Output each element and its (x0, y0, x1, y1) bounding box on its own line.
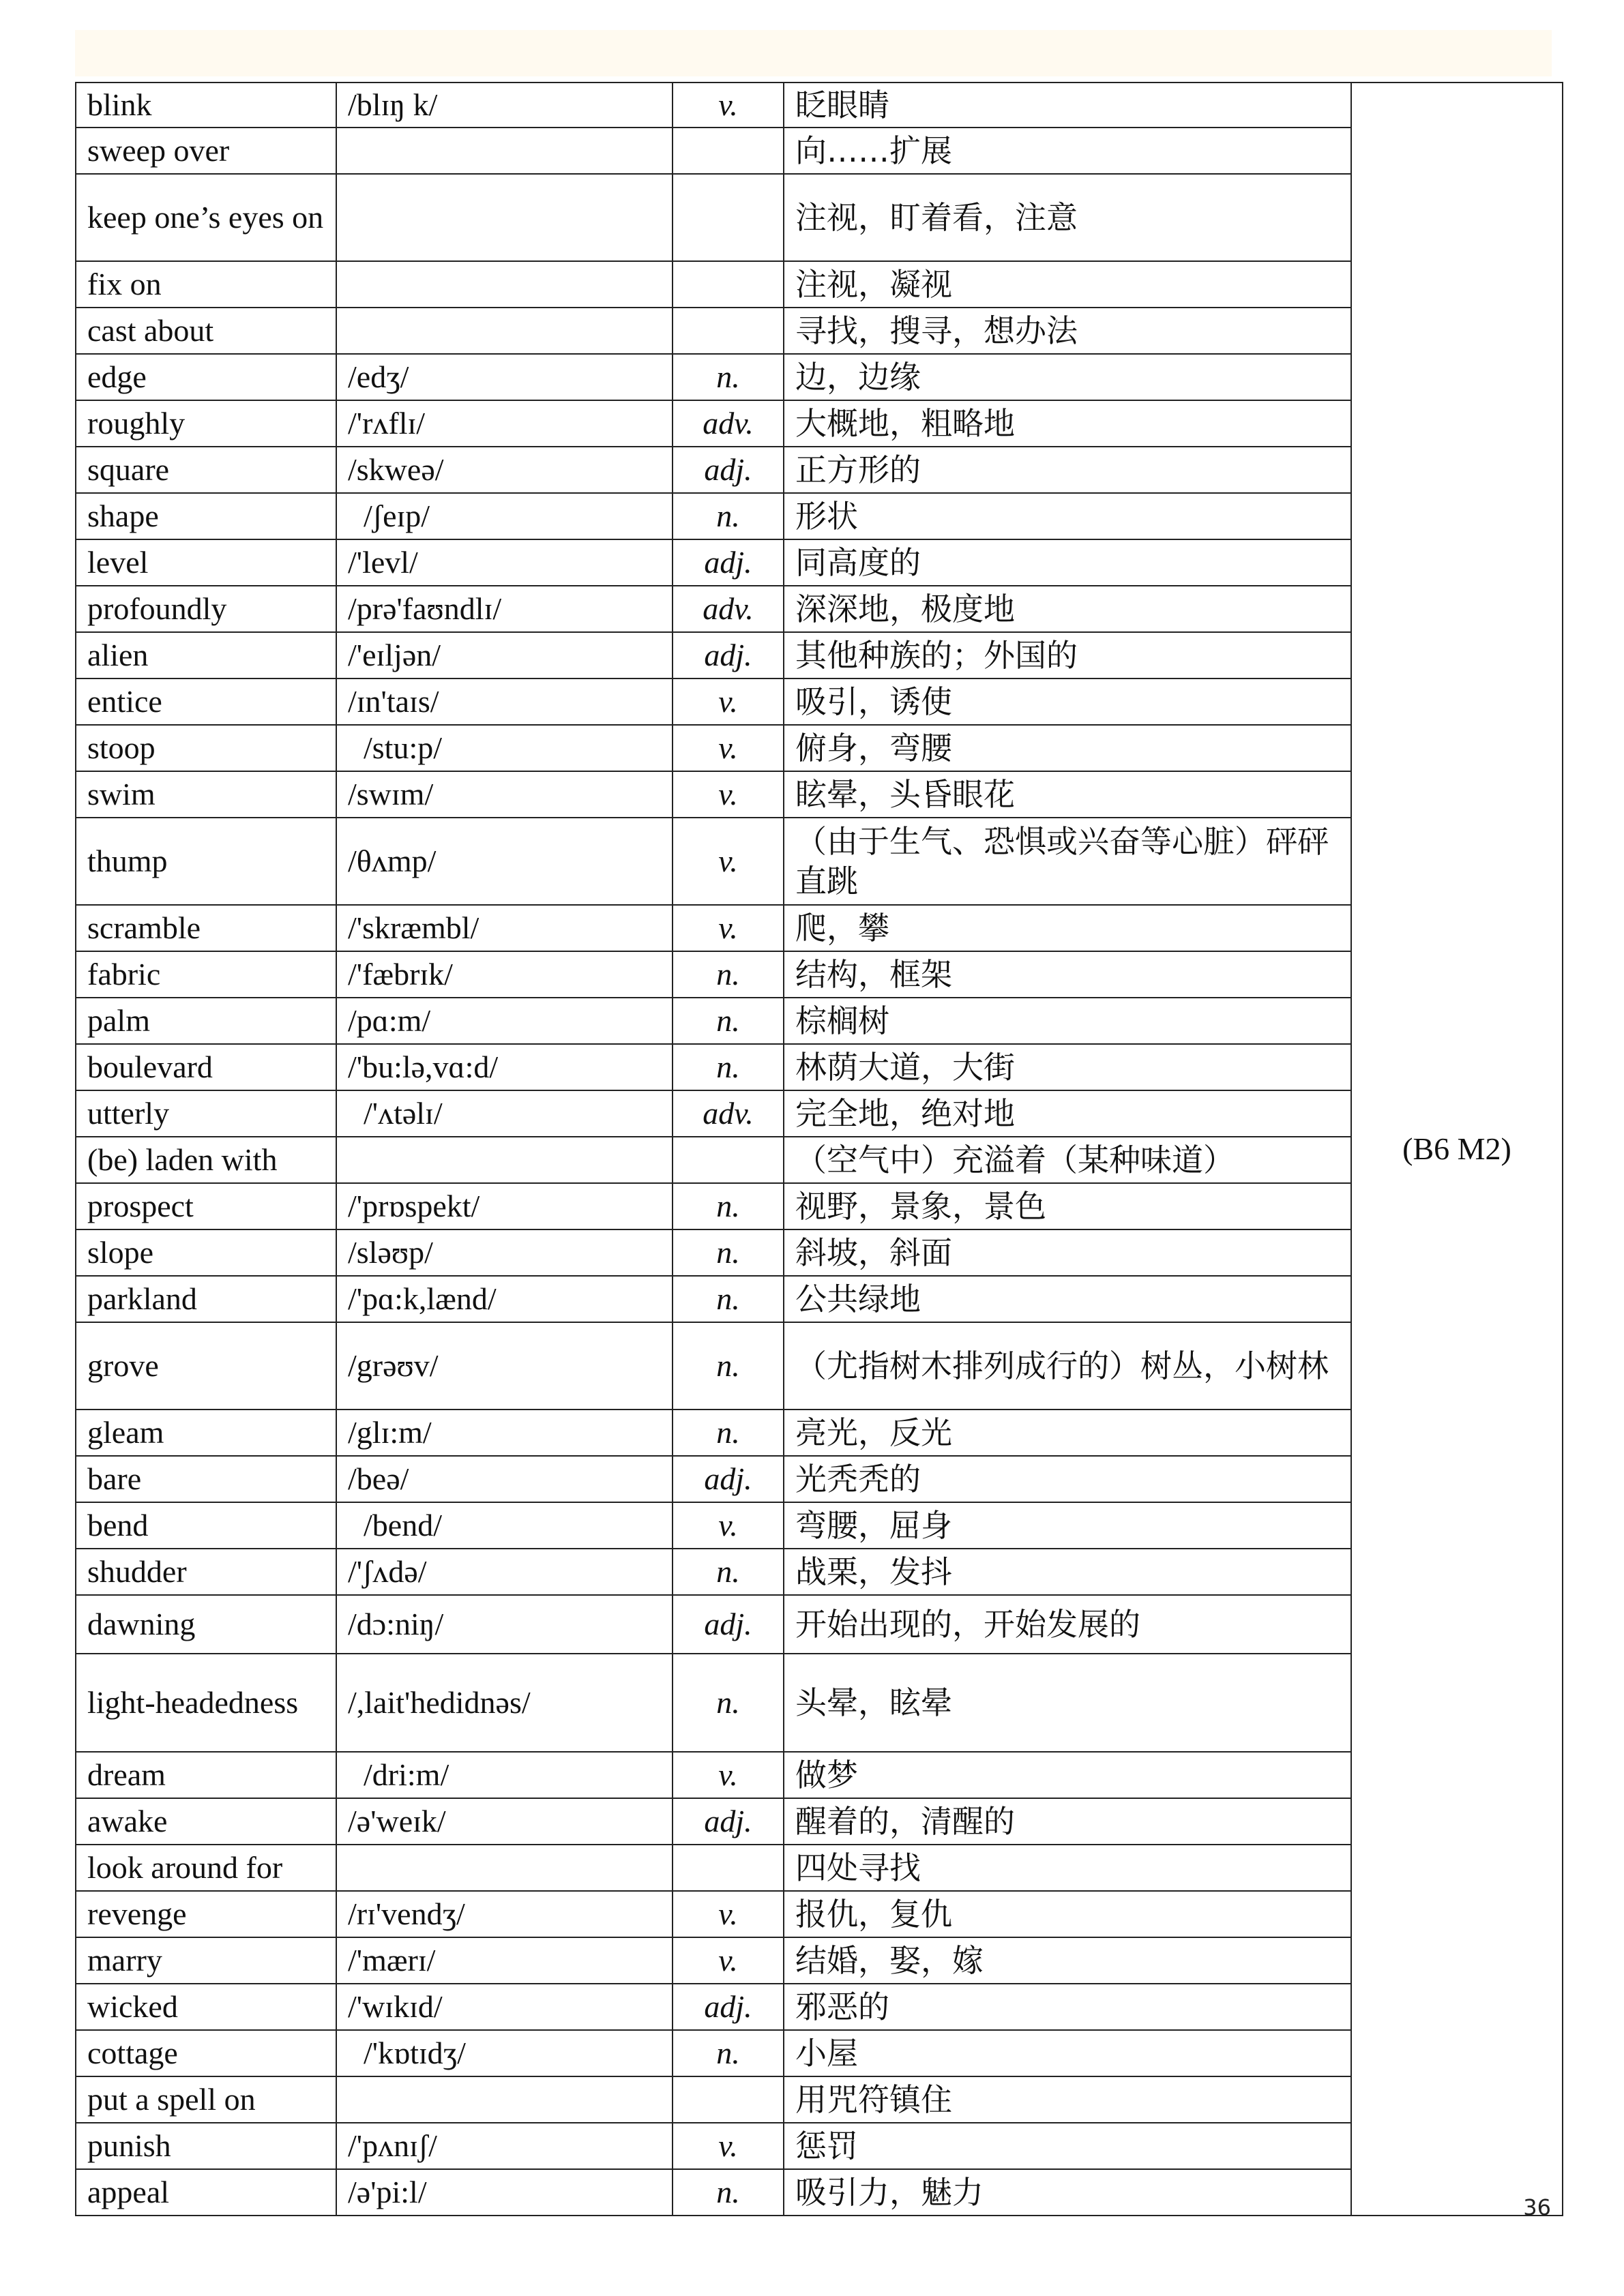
part-of-speech-cell: v. (673, 905, 784, 951)
table-row (76, 447, 1563, 493)
part-of-speech-cell: adj. (673, 1595, 784, 1654)
word-cell: punish (76, 2123, 336, 2169)
part-of-speech-cell: v. (673, 83, 784, 128)
part-of-speech-cell (673, 1845, 784, 1891)
table-row (76, 632, 1563, 679)
word-cell: stoop (76, 725, 336, 771)
table-row (76, 771, 1563, 818)
table-row (76, 1090, 1563, 1137)
phonetic-cell: /glɪ:m/ (336, 1410, 673, 1456)
table-row (76, 83, 1563, 128)
meaning-cell: 爬，攀 (784, 905, 1351, 951)
phonetic-cell: /'skræmbl/ (336, 905, 673, 951)
part-of-speech-cell: adj. (673, 1798, 784, 1845)
word-cell: fix on (76, 261, 336, 308)
table-row (76, 308, 1563, 354)
phonetic-cell: /edʒ/ (336, 354, 673, 400)
phonetic-cell: /ə'pi:l/ (336, 2169, 673, 2216)
part-of-speech-cell: n. (673, 1183, 784, 1229)
meaning-cell: 俯身，弯腰 (784, 725, 1351, 771)
word-cell: edge (76, 354, 336, 400)
table-row (76, 725, 1563, 771)
phonetic-cell: /'fæbrɪk/ (336, 951, 673, 998)
part-of-speech-cell (673, 308, 784, 354)
word-cell: look around for (76, 1845, 336, 1891)
header-band (75, 30, 1552, 76)
meaning-cell: 同高度的 (784, 539, 1351, 586)
table-row (76, 1937, 1563, 1984)
part-of-speech-cell: n. (673, 951, 784, 998)
phonetic-cell: /'wɪkɪd/ (336, 1984, 673, 2030)
part-of-speech-cell: v. (673, 679, 784, 725)
phonetic-cell (336, 128, 673, 174)
phonetic-cell: /'ʌtəlɪ/ (336, 1090, 673, 1137)
meaning-cell: 醒着的，清醒的 (784, 1798, 1351, 1845)
table-row (76, 1229, 1563, 1276)
table-row (76, 1044, 1563, 1090)
part-of-speech-cell: v. (673, 1502, 784, 1549)
word-cell: roughly (76, 400, 336, 447)
part-of-speech-cell: n. (673, 1549, 784, 1595)
meaning-cell: 寻找，搜寻，想办法 (784, 308, 1351, 354)
table-row (76, 1891, 1563, 1937)
table-row (76, 400, 1563, 447)
part-of-speech-cell: n. (673, 2169, 784, 2216)
part-of-speech-cell: v. (673, 1937, 784, 1984)
phonetic-cell: /,lait'hedidnəs/ (336, 1654, 673, 1752)
phonetic-cell: /sləʊp/ (336, 1229, 673, 1276)
phonetic-cell: /θʌmp/ (336, 818, 673, 905)
table-row (76, 1845, 1563, 1891)
phonetic-cell: /'levl/ (336, 539, 673, 586)
part-of-speech-cell: v. (673, 818, 784, 905)
word-cell: utterly (76, 1090, 336, 1137)
word-cell: shape (76, 493, 336, 539)
table-row (76, 586, 1563, 632)
word-cell: dawning (76, 1595, 336, 1654)
word-cell: keep one’s eyes on (76, 174, 336, 261)
table-row (76, 1752, 1563, 1798)
part-of-speech-cell: n. (673, 998, 784, 1044)
phonetic-cell: /'eɪljən/ (336, 632, 673, 679)
phonetic-cell: /ʃeɪp/ (336, 493, 673, 539)
phonetic-cell: /prə'faʊndlɪ/ (336, 586, 673, 632)
phonetic-cell: /'pʌnɪʃ/ (336, 2123, 673, 2169)
table-row (76, 354, 1563, 400)
word-cell: entice (76, 679, 336, 725)
word-cell: sweep over (76, 128, 336, 174)
meaning-cell: 吸引力，魅力 (784, 2169, 1351, 2216)
word-cell: dream (76, 1752, 336, 1798)
table-row (76, 493, 1563, 539)
part-of-speech-cell: adv. (673, 586, 784, 632)
phonetic-cell: /dri:m/ (336, 1752, 673, 1798)
meaning-cell: 公共绿地 (784, 1276, 1351, 1322)
meaning-cell: 视野，景象，景色 (784, 1183, 1351, 1229)
meaning-cell: 斜坡，斜面 (784, 1229, 1351, 1276)
table-row (76, 1183, 1563, 1229)
table-row (76, 174, 1563, 261)
meaning-cell: 弯腰，屈身 (784, 1502, 1351, 1549)
phonetic-cell: /'bu:lə,vɑ:d/ (336, 1044, 673, 1090)
meaning-cell: （由于生气、恐惧或兴奋等心脏）砰砰直跳 (784, 818, 1351, 905)
meaning-cell: 开始出现的，开始发展的 (784, 1595, 1351, 1654)
part-of-speech-cell: v. (673, 771, 784, 818)
phonetic-cell: /'rʌflɪ/ (336, 400, 673, 447)
word-cell: marry (76, 1937, 336, 1984)
phonetic-cell: /ɪn'taɪs/ (336, 679, 673, 725)
word-cell: parkland (76, 1276, 336, 1322)
phonetic-cell: /'ʃʌdə/ (336, 1549, 673, 1595)
word-cell: blink (76, 83, 336, 128)
word-cell: grove (76, 1322, 336, 1410)
phonetic-cell: /'pɑ:k,lænd/ (336, 1276, 673, 1322)
word-cell: put a spell on (76, 2076, 336, 2123)
part-of-speech-cell (673, 174, 784, 261)
part-of-speech-cell (673, 2076, 784, 2123)
table-row (76, 1502, 1563, 1549)
word-cell: thump (76, 818, 336, 905)
phonetic-cell: /grəʊv/ (336, 1322, 673, 1410)
phonetic-cell: /dɔ:niŋ/ (336, 1595, 673, 1654)
meaning-cell: 大概地，粗略地 (784, 400, 1351, 447)
word-cell: (be) laden with (76, 1137, 336, 1183)
meaning-cell: 做梦 (784, 1752, 1351, 1798)
meaning-cell: 结构，框架 (784, 951, 1351, 998)
word-cell: light-headedness (76, 1654, 336, 1752)
meaning-cell: 形状 (784, 493, 1351, 539)
word-cell: boulevard (76, 1044, 336, 1090)
part-of-speech-cell: n. (673, 1229, 784, 1276)
part-of-speech-cell: adv. (673, 1090, 784, 1137)
table-row (76, 951, 1563, 998)
word-cell: wicked (76, 1984, 336, 2030)
table-row (76, 998, 1563, 1044)
phonetic-cell (336, 1845, 673, 1891)
table-row (76, 1595, 1563, 1654)
meaning-cell: 向……扩展 (784, 128, 1351, 174)
meaning-cell: 边，边缘 (784, 354, 1351, 400)
table-row (76, 818, 1563, 905)
word-cell: profoundly (76, 586, 336, 632)
table-row (76, 1798, 1563, 1845)
part-of-speech-cell: v. (673, 1752, 784, 1798)
part-of-speech-cell: v. (673, 725, 784, 771)
part-of-speech-cell: adj. (673, 539, 784, 586)
meaning-cell: 眩晕，头昏眼花 (784, 771, 1351, 818)
part-of-speech-cell: n. (673, 1322, 784, 1410)
part-of-speech-cell (673, 261, 784, 308)
word-cell: gleam (76, 1410, 336, 1456)
meaning-cell: 惩罚 (784, 2123, 1351, 2169)
meaning-cell: 头晕，眩晕 (784, 1654, 1351, 1752)
phonetic-cell: /blɪŋ k/ (336, 83, 673, 128)
meaning-cell: 四处寻找 (784, 1845, 1351, 1891)
word-cell: bend (76, 1502, 336, 1549)
part-of-speech-cell: adj. (673, 1456, 784, 1502)
table-row (76, 1137, 1563, 1183)
part-of-speech-cell: v. (673, 1891, 784, 1937)
page-number: 36 (1523, 2194, 1551, 2220)
part-of-speech-cell: n. (673, 493, 784, 539)
meaning-cell: 正方形的 (784, 447, 1351, 493)
phonetic-cell: /rɪ'vendʒ/ (336, 1891, 673, 1937)
word-cell: palm (76, 998, 336, 1044)
meaning-cell: 眨眼睛 (784, 83, 1351, 128)
meaning-cell: 注视，盯着看，注意 (784, 174, 1351, 261)
word-cell: cast about (76, 308, 336, 354)
part-of-speech-cell: adj. (673, 632, 784, 679)
part-of-speech-cell (673, 128, 784, 174)
part-of-speech-cell: n. (673, 1410, 784, 1456)
phonetic-cell (336, 1137, 673, 1183)
part-of-speech-cell: adv. (673, 400, 784, 447)
meaning-cell: 邪恶的 (784, 1984, 1351, 2030)
meaning-cell: 光秃秃的 (784, 1456, 1351, 1502)
vocabulary-table (75, 82, 1563, 2216)
vocabulary-table-body (76, 83, 1563, 2216)
table-row (76, 2169, 1563, 2216)
unit-label: (B6 M2) (1351, 83, 1563, 2216)
phonetic-cell: /'prɒspekt/ (336, 1183, 673, 1229)
phonetic-cell: /skweə/ (336, 447, 673, 493)
phonetic-cell (336, 261, 673, 308)
phonetic-cell: /'mærɪ/ (336, 1937, 673, 1984)
phonetic-cell: /'kɒtɪdʒ/ (336, 2030, 673, 2076)
meaning-cell: 亮光，反光 (784, 1410, 1351, 1456)
meaning-cell: 完全地，绝对地 (784, 1090, 1351, 1137)
part-of-speech-cell: n. (673, 1044, 784, 1090)
table-row (76, 261, 1563, 308)
part-of-speech-cell: n. (673, 354, 784, 400)
table-row (76, 1984, 1563, 2030)
table-row (76, 2123, 1563, 2169)
meaning-cell: 结婚，娶，嫁 (784, 1937, 1351, 1984)
word-cell: slope (76, 1229, 336, 1276)
table-row (76, 539, 1563, 586)
meaning-cell: （空气中）充溢着（某种味道） (784, 1137, 1351, 1183)
table-row (76, 128, 1563, 174)
meaning-cell: 报仇，复仇 (784, 1891, 1351, 1937)
word-cell: prospect (76, 1183, 336, 1229)
word-cell: appeal (76, 2169, 336, 2216)
meaning-cell: 棕榈树 (784, 998, 1351, 1044)
part-of-speech-cell: n. (673, 1654, 784, 1752)
meaning-cell: 战栗，发抖 (784, 1549, 1351, 1595)
phonetic-cell: /pɑ:m/ (336, 998, 673, 1044)
part-of-speech-cell (673, 1137, 784, 1183)
meaning-cell: 林荫大道，大街 (784, 1044, 1351, 1090)
phonetic-cell (336, 2076, 673, 2123)
phonetic-cell (336, 308, 673, 354)
word-cell: bare (76, 1456, 336, 1502)
part-of-speech-cell: n. (673, 1276, 784, 1322)
word-cell: revenge (76, 1891, 336, 1937)
word-cell: swim (76, 771, 336, 818)
meaning-cell: 吸引，诱使 (784, 679, 1351, 725)
word-cell: level (76, 539, 336, 586)
table-row (76, 1322, 1563, 1410)
table-row (76, 1456, 1563, 1502)
phonetic-cell: /swɪm/ (336, 771, 673, 818)
phonetic-cell: /ə'weɪk/ (336, 1798, 673, 1845)
word-cell: awake (76, 1798, 336, 1845)
table-row (76, 1410, 1563, 1456)
word-cell: alien (76, 632, 336, 679)
meaning-cell: 注视，凝视 (784, 261, 1351, 308)
part-of-speech-cell: adj. (673, 1984, 784, 2030)
phonetic-cell: /bend/ (336, 1502, 673, 1549)
table-row (76, 905, 1563, 951)
table-row (76, 2030, 1563, 2076)
phonetic-cell: /stu:p/ (336, 725, 673, 771)
meaning-cell: 用咒符镇住 (784, 2076, 1351, 2123)
part-of-speech-cell: n. (673, 2030, 784, 2076)
word-cell: square (76, 447, 336, 493)
table-row (76, 1654, 1563, 1752)
meaning-cell: （尤指树木排列成行的）树丛，小树林 (784, 1322, 1351, 1410)
word-cell: fabric (76, 951, 336, 998)
word-cell: scramble (76, 905, 336, 951)
meaning-cell: 小屋 (784, 2030, 1351, 2076)
part-of-speech-cell: v. (673, 2123, 784, 2169)
table-row (76, 1276, 1563, 1322)
part-of-speech-cell: adj. (673, 447, 784, 493)
phonetic-cell: /beə/ (336, 1456, 673, 1502)
table-row (76, 1549, 1563, 1595)
word-cell: shudder (76, 1549, 336, 1595)
table-row (76, 679, 1563, 725)
phonetic-cell (336, 174, 673, 261)
table-row (76, 2076, 1563, 2123)
meaning-cell: 深深地，极度地 (784, 586, 1351, 632)
word-cell: cottage (76, 2030, 336, 2076)
meaning-cell: 其他种族的；外国的 (784, 632, 1351, 679)
